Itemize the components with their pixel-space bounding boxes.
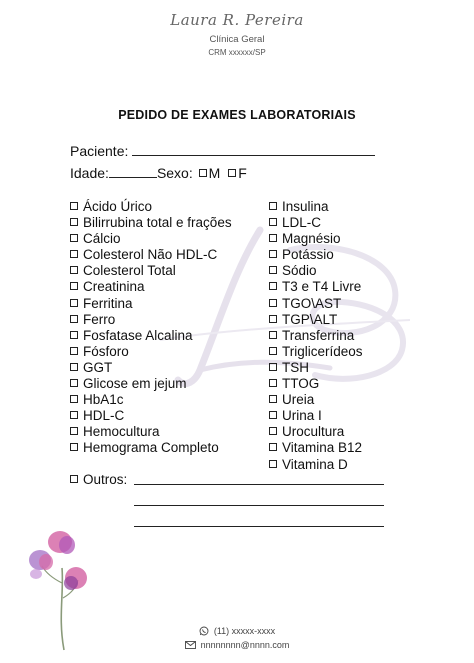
- exam-checkbox[interactable]: [70, 331, 78, 339]
- exam-label: Sódio: [282, 263, 317, 279]
- exam-label: Glicose em jejum: [83, 376, 187, 392]
- envelope-icon: [185, 641, 196, 649]
- exam-checkbox[interactable]: [70, 202, 78, 210]
- exam-checkbox[interactable]: [269, 460, 277, 468]
- other-line-2[interactable]: [134, 505, 384, 506]
- exam-item[interactable]: [70, 199, 232, 215]
- exam-checkbox[interactable]: [70, 363, 78, 371]
- other-line-3[interactable]: [134, 526, 384, 527]
- exam-label: TSH: [282, 359, 309, 375]
- exam-item[interactable]: [269, 440, 363, 456]
- exam-label: Hemograma Completo: [83, 440, 219, 456]
- exam-checkbox[interactable]: [269, 411, 277, 419]
- exam-item[interactable]: [269, 328, 363, 344]
- document-title: PEDIDO DE EXAMES LABORATORIAIS: [118, 108, 356, 122]
- exam-item[interactable]: [70, 408, 232, 424]
- exam-item[interactable]: [269, 199, 363, 215]
- exam-item[interactable]: [269, 376, 363, 392]
- exam-item[interactable]: [70, 360, 232, 376]
- exam-item[interactable]: [70, 440, 232, 456]
- exam-label: Magnésio: [282, 231, 341, 247]
- exam-label: Creatinina: [83, 279, 145, 295]
- exam-item[interactable]: [70, 424, 232, 440]
- exam-label: Ureia: [282, 392, 315, 408]
- exam-label: Ferritina: [83, 295, 133, 311]
- exam-label: Ferro: [83, 311, 116, 327]
- exam-item[interactable]: [269, 424, 363, 440]
- exam-item[interactable]: [70, 231, 232, 247]
- exam-checkbox[interactable]: [70, 379, 78, 387]
- exam-label: Hemocultura: [83, 424, 160, 440]
- exam-label: TGP\ALT: [282, 311, 338, 327]
- exam-label: Colesterol Total: [83, 263, 176, 279]
- whatsapp-icon: [199, 626, 209, 636]
- exam-item[interactable]: [269, 457, 363, 473]
- patient-label: Paciente:: [70, 143, 129, 159]
- exam-item[interactable]: [70, 279, 232, 295]
- exam-item[interactable]: [269, 263, 363, 279]
- exam-checkbox[interactable]: [269, 218, 277, 226]
- exam-checkbox[interactable]: [70, 282, 78, 290]
- exam-item[interactable]: [269, 360, 363, 376]
- exam-item[interactable]: [70, 376, 232, 392]
- phone-number: (11) xxxxx-xxxx: [213, 626, 276, 636]
- exam-label: Ácido Úrico: [83, 199, 153, 214]
- sex-m-checkbox[interactable]: [199, 169, 207, 177]
- exam-item[interactable]: [70, 392, 232, 408]
- exam-checkbox[interactable]: [70, 443, 78, 451]
- exam-label: Triglicerídeos: [282, 343, 363, 359]
- exam-checkbox[interactable]: [70, 395, 78, 403]
- exam-list-left: [70, 199, 232, 457]
- exam-checkbox[interactable]: [269, 266, 277, 274]
- exam-checkbox[interactable]: [269, 299, 277, 307]
- sex-m-label: M: [208, 165, 221, 181]
- exam-checkbox[interactable]: [70, 299, 78, 307]
- letterhead: [0, 10, 474, 58]
- exam-label: HbA1c: [83, 392, 124, 408]
- exam-checkbox[interactable]: [269, 331, 277, 339]
- other-label: Outros:: [83, 472, 128, 487]
- exam-item[interactable]: [269, 215, 363, 231]
- exam-checkbox[interactable]: [269, 443, 277, 451]
- exam-label: Colesterol Não HDL-C: [83, 247, 218, 263]
- exam-item[interactable]: [269, 408, 363, 424]
- exam-checkbox[interactable]: [70, 427, 78, 435]
- age-sex-field[interactable]: [70, 163, 247, 182]
- exam-label: Urina I: [282, 408, 322, 424]
- exam-checkbox[interactable]: [269, 347, 277, 355]
- exam-item[interactable]: [269, 231, 363, 247]
- patient-field[interactable]: [70, 141, 375, 160]
- exam-label: Fósforo: [83, 343, 129, 359]
- exam-item[interactable]: [269, 344, 363, 360]
- patient-input-line[interactable]: [132, 141, 375, 156]
- exam-checkbox[interactable]: [269, 282, 277, 290]
- exam-label: T3 e T4 Livre: [282, 279, 362, 295]
- exam-checkbox[interactable]: [269, 234, 277, 242]
- doctor-crm: CRM xxxxxx/SP: [208, 48, 266, 57]
- exam-item[interactable]: [70, 296, 232, 312]
- exam-item[interactable]: [269, 247, 363, 263]
- exam-checkbox[interactable]: [70, 266, 78, 274]
- doctor-name: Laura R. Pereira: [170, 11, 304, 29]
- exam-label: GGT: [83, 359, 113, 375]
- exam-item[interactable]: [70, 215, 232, 231]
- exam-item[interactable]: [269, 296, 363, 312]
- exam-label: TGO\AST: [282, 295, 342, 311]
- sex-f-checkbox[interactable]: [228, 169, 236, 177]
- exam-label: HDL-C: [83, 408, 125, 424]
- exam-label: Fosfatase Alcalina: [83, 327, 193, 343]
- exam-label: Transferrina: [282, 327, 355, 343]
- sex-f-label: F: [238, 165, 247, 181]
- contact-footer: [0, 624, 474, 652]
- exam-checkbox[interactable]: [70, 250, 78, 258]
- exam-label: Urocultura: [282, 424, 345, 440]
- doctor-specialty: Clínica Geral: [209, 34, 265, 45]
- phone-row: [0, 624, 474, 638]
- exam-label: Potássio: [282, 247, 334, 263]
- exam-checkbox[interactable]: [269, 315, 277, 323]
- exam-item[interactable]: [269, 279, 363, 295]
- exam-checkbox[interactable]: [70, 411, 78, 419]
- sex-label: Sexo:: [156, 165, 193, 181]
- exam-item[interactable]: [70, 328, 232, 344]
- exam-checkbox[interactable]: [269, 202, 277, 210]
- exam-label: TTOG: [282, 376, 320, 392]
- exam-checkbox[interactable]: [70, 315, 78, 323]
- exam-item[interactable]: [70, 344, 232, 360]
- other-exams-field[interactable]: [70, 472, 127, 488]
- email-address: nnnnnnnn@nnnn.com: [200, 640, 290, 650]
- exam-item[interactable]: [269, 392, 363, 408]
- exam-label: Bilirrubina total e frações: [83, 215, 232, 231]
- exam-checkbox[interactable]: [269, 363, 277, 371]
- exam-checkbox[interactable]: [70, 347, 78, 355]
- exam-checkbox[interactable]: [269, 395, 277, 403]
- exam-item[interactable]: [70, 263, 232, 279]
- exam-checkbox[interactable]: [70, 234, 78, 242]
- exam-label: Insulina: [282, 199, 329, 214]
- exam-label: LDL-C: [282, 215, 322, 231]
- exam-label: Cálcio: [83, 231, 121, 247]
- exam-label: Vitamina D: [282, 456, 348, 472]
- exam-checkbox[interactable]: [269, 250, 277, 258]
- email-row: [0, 638, 474, 652]
- exam-checkbox[interactable]: [70, 218, 78, 226]
- exam-item[interactable]: [70, 312, 232, 328]
- age-label: Idade:: [70, 165, 109, 181]
- exam-item[interactable]: [70, 247, 232, 263]
- exam-checkbox[interactable]: [269, 427, 277, 435]
- exam-list-right: [269, 199, 363, 473]
- exam-checkbox[interactable]: [269, 379, 277, 387]
- exam-item[interactable]: [269, 312, 363, 328]
- age-input-line[interactable]: [109, 163, 157, 178]
- other-checkbox[interactable]: [70, 475, 78, 483]
- exam-label: Vitamina B12: [282, 440, 363, 456]
- other-line-1[interactable]: [134, 484, 384, 485]
